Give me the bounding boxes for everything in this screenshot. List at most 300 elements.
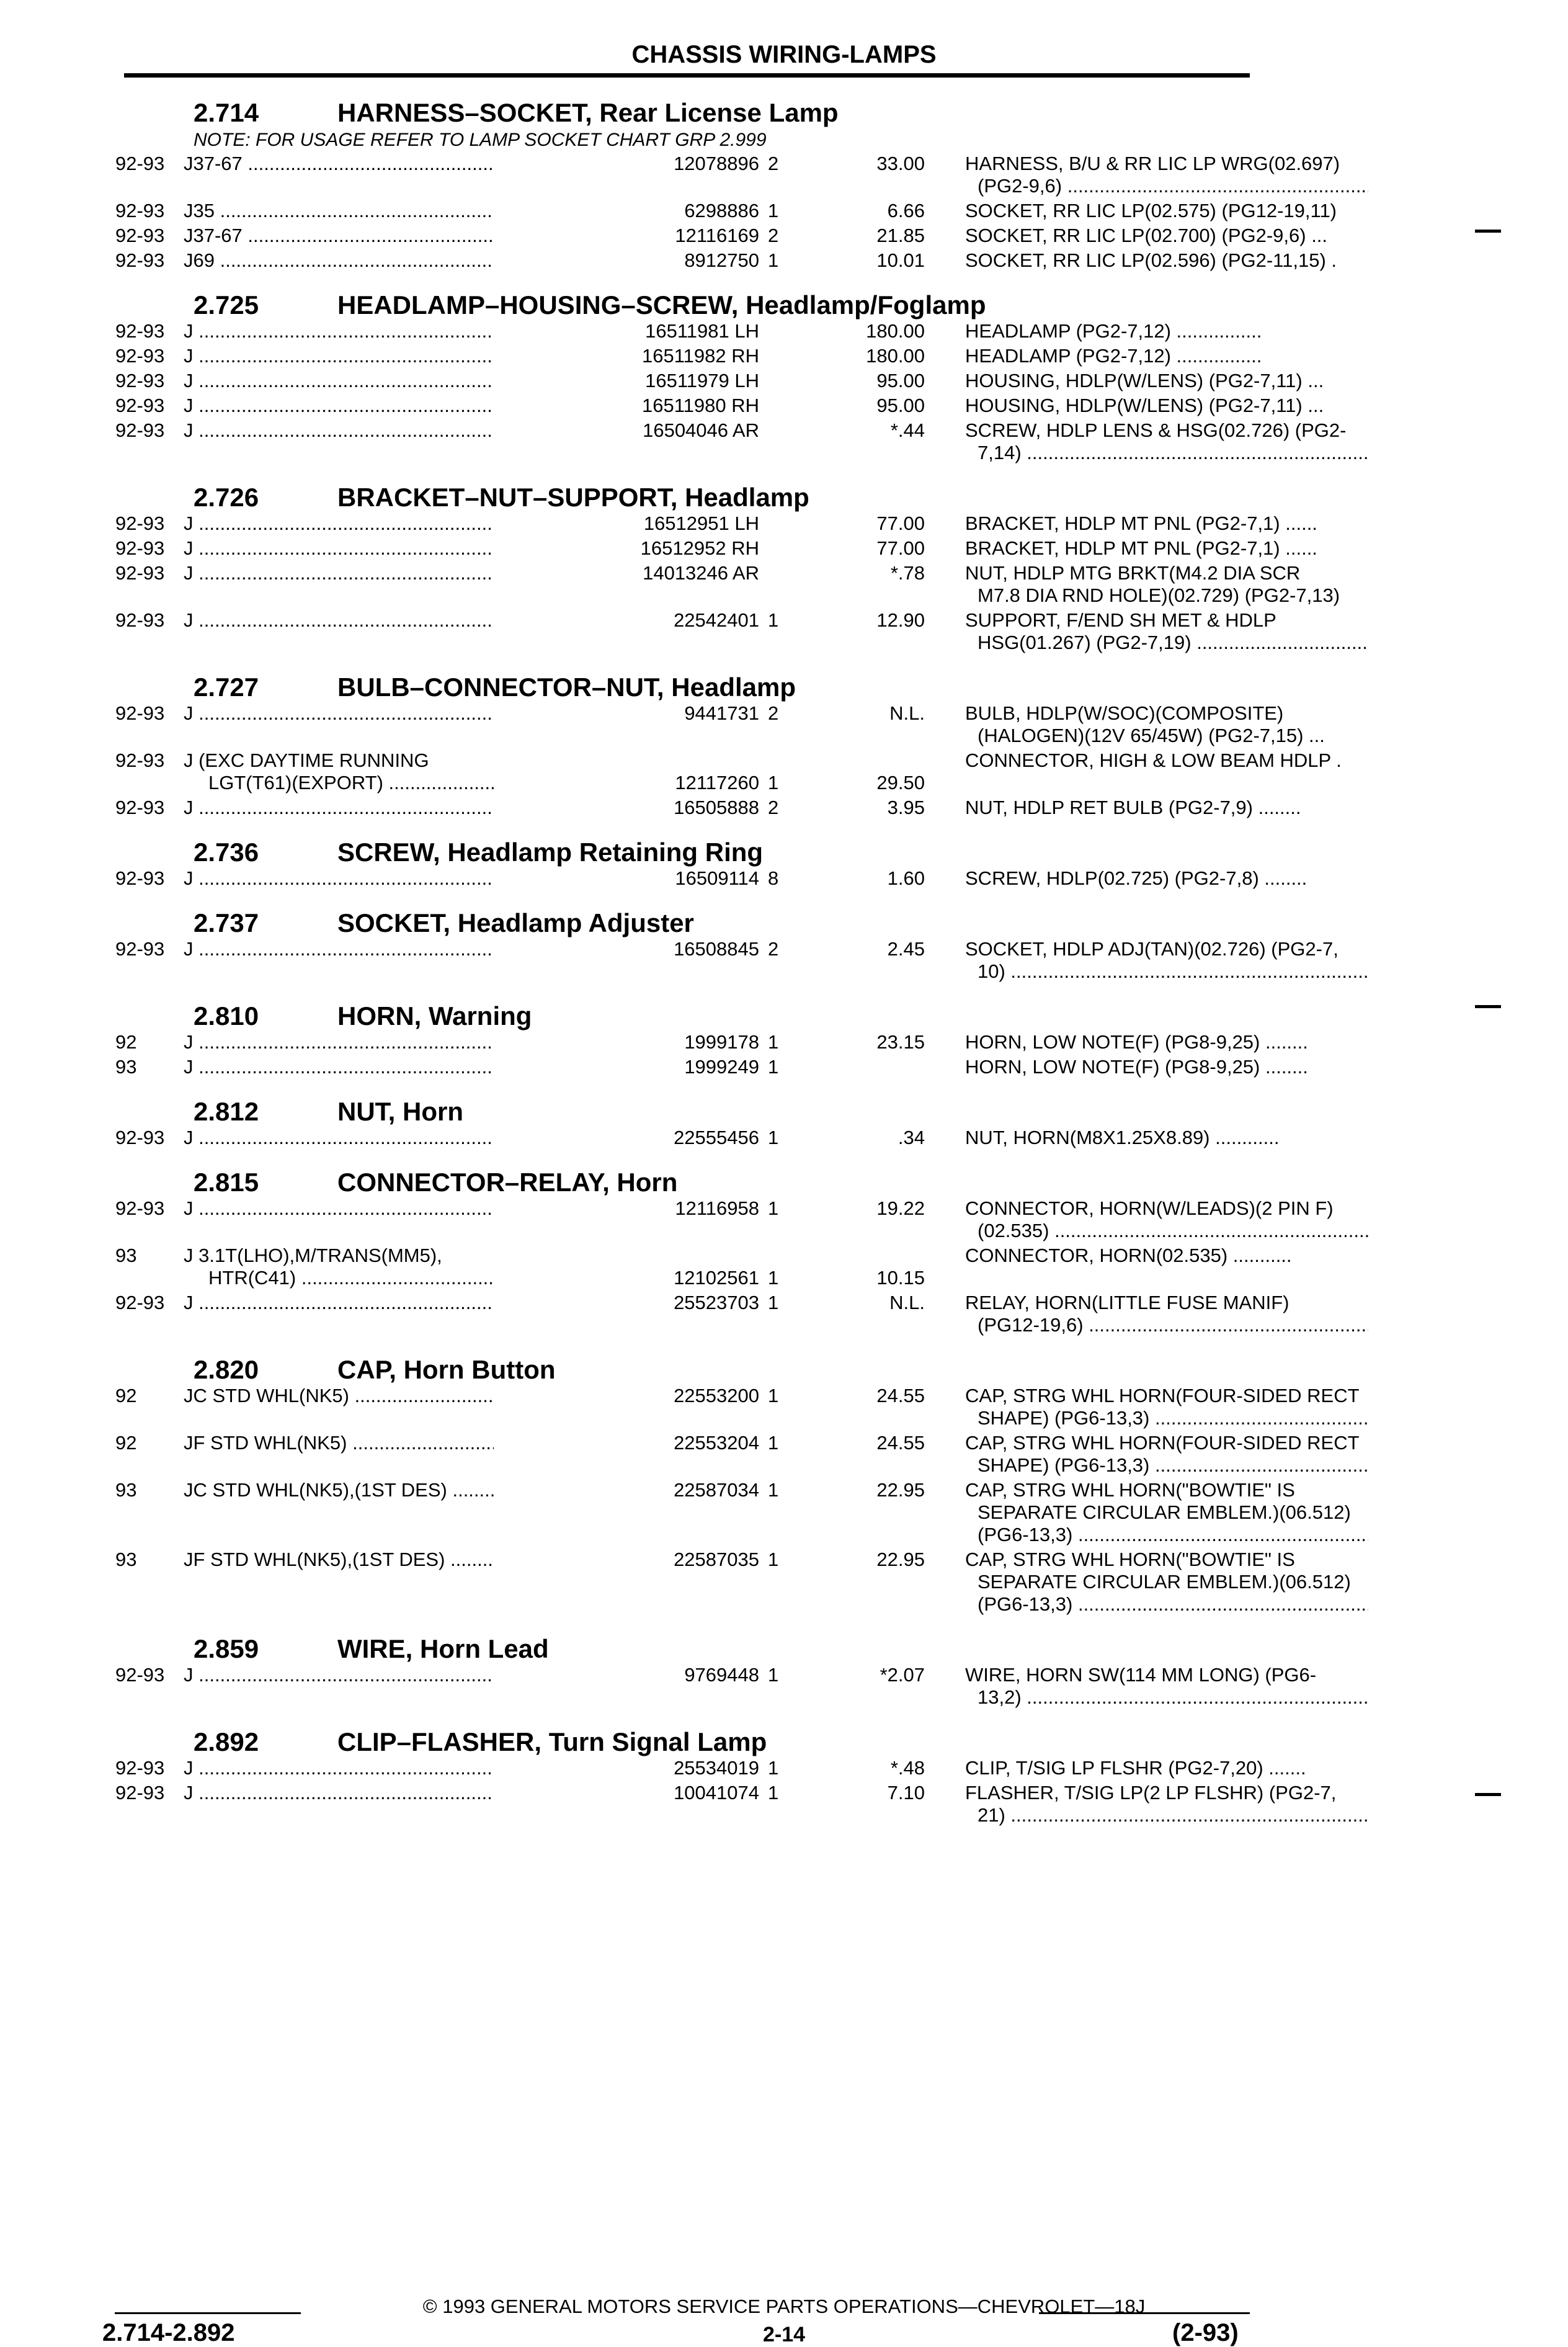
cell-part: 12117260: [494, 772, 759, 794]
cell-description: [965, 1031, 1368, 1053]
table-row: [115, 702, 1325, 749]
cell-qty: 1: [768, 609, 779, 631]
cell-price: 10.01: [876, 249, 925, 271]
cell-model: J35 .....: [184, 200, 624, 222]
description-line: HOUSING, HDLP(W/LENS) (PG2-7,11) ...: [965, 395, 1324, 416]
cell-part: 1999249: [494, 1056, 759, 1078]
section-number: 2.726: [194, 483, 259, 512]
cell-part: 16504046 AR: [494, 419, 759, 442]
section-4: [115, 830, 1307, 892]
cell-part: 16511979 LH: [494, 370, 759, 392]
cell-yr: 92-93: [115, 1664, 165, 1686]
section-title: CLIP–FLASHER, Turn Signal Lamp: [337, 1727, 767, 1756]
section-number: 2.810: [194, 1001, 259, 1030]
section-11: [115, 1720, 1337, 1829]
cell-model: J .....: [184, 562, 624, 584]
cell-yr: 92-93: [115, 797, 165, 818]
cell-description: [965, 1479, 1368, 1546]
section-9: [115, 1348, 1360, 1618]
section-5: [115, 901, 1339, 985]
description-line: (PG2-9,6) .....: [965, 175, 1368, 197]
cell-qty: 1: [768, 1292, 779, 1313]
cell-yr: 92-93: [115, 562, 165, 584]
cell-yr: 92-93: [115, 938, 165, 960]
description-line: SEPARATE CIRCULAR EMBLEM.)(06.512): [978, 1501, 1351, 1523]
cell-part: 16511981 LH: [494, 320, 759, 342]
table-row: [115, 1197, 1334, 1245]
cell-model: J .....: [184, 609, 624, 632]
section-number: 2.859: [194, 1634, 259, 1663]
cell-description: [965, 749, 1368, 772]
description-line: SUPPORT, F/END SH MET & HDLP: [965, 609, 1276, 631]
cell-qty: 1: [768, 772, 779, 794]
description-line: BRACKET, HDLP MT PNL (PG2-7,1) ......: [965, 537, 1317, 559]
cell-yr: 93: [115, 1056, 137, 1078]
section-title: BRACKET–NUT–SUPPORT, Headlamp: [337, 483, 809, 512]
description-line: (PG6-13,3) .....: [965, 1593, 1368, 1616]
margin-mark: [1475, 1793, 1501, 1796]
cell-model: JC STD WHL(NK5),(1ST DES) .....: [184, 1479, 624, 1501]
cell-qty: 1: [768, 1664, 779, 1686]
cell-price: 12.90: [876, 609, 925, 631]
cell-price: 29.50: [876, 772, 925, 794]
cell-qty: 2: [768, 153, 779, 174]
cell-model: J .....: [184, 797, 624, 819]
description-line: CONNECTOR, HORN(W/LEADS)(2 PIN F): [965, 1197, 1334, 1219]
table-row: [115, 1549, 1351, 1618]
section-heading: [115, 1348, 1260, 1385]
cell-model: J .....: [184, 1757, 624, 1779]
cell-yr: 92-93: [115, 419, 165, 441]
table-row: [115, 562, 1340, 609]
description-line: HSG(01.267) (PG2-7,19) .....: [965, 632, 1368, 654]
cell-yr: 92-93: [115, 345, 165, 367]
section-heading: [115, 665, 1260, 702]
cell-price: 22.95: [876, 1549, 925, 1570]
cell-yr: 92-93: [115, 609, 165, 631]
margin-mark: [1475, 1005, 1501, 1008]
cell-price: 77.00: [876, 512, 925, 534]
description-line: HORN, LOW NOTE(F) (PG8-9,25) ........: [965, 1056, 1308, 1078]
table-row: [115, 609, 1276, 656]
cell-description: [965, 419, 1368, 464]
cell-price: N.L.: [889, 702, 925, 724]
cell-price: 19.22: [876, 1197, 925, 1219]
description-line: BULB, HDLP(W/SOC)(COMPOSITE): [965, 702, 1284, 724]
cell-description: [965, 1197, 1368, 1242]
description-line: RELAY, HORN(LITTLE FUSE MANIF): [965, 1292, 1290, 1313]
cell-description: [965, 395, 1368, 417]
cell-description: [965, 1385, 1368, 1429]
cell-part: 8912750: [494, 249, 759, 272]
cell-qty: 1: [768, 1432, 779, 1454]
cell-part: 1999178: [494, 1031, 759, 1053]
cell-yr: 92-93: [115, 320, 165, 342]
cell-model: J .....: [184, 867, 624, 890]
table-row: [115, 419, 1347, 467]
cell-qty: 2: [768, 225, 779, 246]
description-line: NUT, HDLP RET BULB (PG2-7,9) ........: [965, 797, 1301, 818]
cell-description: [965, 562, 1368, 607]
cell-price: 21.85: [876, 225, 925, 246]
cell-yr: 92-93: [115, 225, 165, 246]
cell-price: *.44: [890, 419, 925, 441]
description-line: SHAPE) (PG6-13,3) .....: [965, 1454, 1368, 1477]
cell-model: J .....: [184, 345, 624, 367]
cell-part: 9441731: [494, 702, 759, 725]
cell-description: [965, 1664, 1368, 1709]
cell-description: [965, 1757, 1368, 1779]
description-line: CLIP, T/SIG LP FLSHR (PG2-7,20) .......: [965, 1757, 1306, 1779]
description-line: SEPARATE CIRCULAR EMBLEM.)(06.512): [978, 1571, 1351, 1593]
cell-price: 6.66: [887, 200, 925, 221]
cell-part: 12102561: [494, 1267, 759, 1289]
cell-description: [965, 1056, 1368, 1078]
cell-description: [965, 938, 1368, 983]
cell-model: J .....: [184, 938, 624, 960]
table-row: [115, 395, 1324, 419]
section-number: 2.727: [194, 673, 259, 702]
description-line: (PG12-19,6) .....: [965, 1314, 1368, 1336]
cell-description: [965, 702, 1368, 747]
table-row: [115, 1757, 1306, 1782]
table-row: [115, 938, 1339, 985]
cell-description: [965, 1127, 1368, 1149]
cell-part: 9769448: [494, 1664, 759, 1686]
cell-qty: 1: [768, 1479, 779, 1501]
section-heading: [115, 1160, 1260, 1197]
cell-price: 3.95: [887, 797, 925, 818]
section-title: NUT, Horn: [337, 1097, 463, 1126]
cell-part: 16511980 RH: [494, 395, 759, 417]
cell-description: [965, 320, 1368, 342]
cell-part: 16512951 LH: [494, 512, 759, 535]
cell-price: 1.60: [887, 867, 925, 889]
description-line: SOCKET, RR LIC LP(02.700) (PG2-9,6) ...: [965, 225, 1328, 246]
cell-yr: 92-93: [115, 1292, 165, 1313]
cell-yr: 92-93: [115, 1197, 165, 1219]
cell-qty: 1: [768, 1549, 779, 1570]
footer-page-number: 2-14: [762, 2323, 806, 2346]
description-line: CAP, STRG WHL HORN("BOWTIE" IS: [965, 1549, 1295, 1570]
cell-yr: 92-93: [115, 249, 165, 271]
cell-model: J .....: [184, 512, 624, 535]
table-row: [115, 320, 1260, 345]
cell-yr: 92-93: [115, 702, 165, 724]
table-row: [115, 1432, 1360, 1479]
cell-price: 7.10: [887, 1782, 925, 1804]
cell-yr: 92-93: [115, 1127, 165, 1148]
section-title: SCREW, Headlamp Retaining Ring: [337, 838, 764, 867]
cell-qty: 1: [768, 1267, 779, 1289]
cell-yr: 93: [115, 1245, 137, 1266]
cell-model: J .....: [184, 419, 624, 442]
cell-yr: 92-93: [115, 512, 165, 534]
cell-price: 24.55: [876, 1385, 925, 1406]
cell-price: 22.95: [876, 1479, 925, 1501]
cell-yr: 92-93: [115, 153, 165, 174]
cell-price: 2.45: [887, 938, 925, 960]
section-number: 2.714: [194, 98, 259, 127]
section-number: 2.892: [194, 1727, 259, 1756]
cell-description: [965, 867, 1368, 890]
table-row: [115, 1056, 1308, 1081]
cell-yr: 93: [115, 1479, 137, 1501]
description-line: CAP, STRG WHL HORN(FOUR-SIDED RECT: [965, 1385, 1360, 1406]
description-line: SCREW, HDLP LENS & HSG(02.726) (PG2-: [965, 419, 1347, 441]
cell-qty: 1: [768, 1782, 779, 1804]
description-line: CAP, STRG WHL HORN(FOUR-SIDED RECT: [965, 1432, 1360, 1454]
cell-part: 12078896: [494, 153, 759, 175]
cell-price: 23.15: [876, 1031, 925, 1053]
table-row: [115, 1782, 1337, 1829]
section-number: 2.737: [194, 908, 259, 937]
section-heading: [115, 1627, 1260, 1664]
cell-description: [965, 1292, 1368, 1336]
description-line: CAP, STRG WHL HORN("BOWTIE" IS: [965, 1479, 1295, 1501]
cell-qty: 1: [768, 1385, 779, 1406]
cell-price: *.78: [890, 562, 925, 584]
cell-part: 22542401: [494, 609, 759, 632]
section-2: [115, 475, 1340, 656]
description-line: HOUSING, HDLP(W/LENS) (PG2-7,11) ...: [965, 370, 1324, 391]
cell-yr: 92-93: [115, 1757, 165, 1779]
cell-description: [965, 345, 1368, 367]
cell-part: 10041074: [494, 1782, 759, 1804]
description-line: SCREW, HDLP(02.725) (PG2-7,8) ........: [965, 867, 1307, 889]
table-row: [115, 1664, 1317, 1711]
cell-yr: 92-93: [115, 867, 165, 889]
margin-mark: [1475, 230, 1501, 233]
cell-model: J37-67 .....: [184, 153, 624, 175]
description-line: (PG6-13,3) .....: [965, 1524, 1368, 1546]
description-line: WIRE, HORN SW(114 MM LONG) (PG6-: [965, 1664, 1317, 1686]
cell-price: 77.00: [876, 537, 925, 559]
cell-model: J 3.1T(LHO),M/TRANS(MM5),: [184, 1245, 442, 1266]
section-number: 2.812: [194, 1097, 259, 1126]
parts-listing: [115, 82, 1360, 1829]
cell-qty: 1: [768, 1031, 779, 1053]
cell-part: 16505888: [494, 797, 759, 819]
table-row: [115, 345, 1260, 370]
description-line: NUT, HORN(M8X1.25X8.89) ............: [965, 1127, 1280, 1148]
section-7: [115, 1089, 1280, 1151]
section-0: [115, 91, 1340, 274]
table-row: [115, 249, 1337, 274]
cell-part: 16512952 RH: [494, 537, 759, 560]
cell-model: J .....: [184, 1056, 624, 1078]
cell-model: J .....: [184, 537, 624, 560]
section-title: HORN, Warning: [337, 1001, 532, 1030]
cell-yr: 92: [115, 1432, 137, 1454]
cell-qty: 1: [768, 1127, 779, 1148]
cell-part: 22553204: [494, 1432, 759, 1454]
table-row: [115, 1031, 1308, 1056]
section-number: 2.736: [194, 838, 259, 867]
section-1: [115, 283, 1347, 467]
section-title: WIRE, Horn Lead: [337, 1634, 549, 1663]
description-line: HEADLAMP (PG2-7,12) ................: [965, 345, 1262, 367]
table-row: [115, 370, 1324, 395]
table-row: [115, 200, 1337, 225]
cell-yr: 93: [115, 1549, 137, 1570]
cell-model: J .....: [184, 1197, 624, 1220]
cell-qty: 1: [768, 249, 779, 271]
cell-model: J .....: [184, 1292, 624, 1314]
cell-model: LGT(T61)(EXPORT) .....: [208, 772, 649, 794]
description-line: (HALOGEN)(12V 65/45W) (PG2-7,15) ...: [978, 725, 1325, 746]
cell-part: 22587034: [494, 1479, 759, 1501]
header-rule: [124, 73, 1250, 78]
table-row: [115, 1292, 1290, 1339]
section-3: [115, 665, 1342, 821]
cell-yr: 92-93: [115, 1782, 165, 1804]
footer-date: (2-93): [1172, 2319, 1239, 2346]
cell-model: J .....: [184, 395, 624, 417]
cell-description: [965, 1432, 1368, 1477]
cell-model: JC STD WHL(NK5) .....: [184, 1385, 624, 1407]
table-row: [115, 797, 1301, 821]
description-line: M7.8 DIA RND HOLE)(02.729) (PG2-7,13): [978, 584, 1340, 606]
cell-description: [965, 1782, 1368, 1826]
cell-description: [965, 225, 1368, 247]
cell-model: HTR(C41) .....: [208, 1267, 649, 1289]
cell-qty: 2: [768, 702, 779, 724]
cell-qty: 1: [768, 1056, 779, 1078]
page-title: CHASSIS WIRING-LAMPS: [631, 41, 937, 68]
cell-model: J .....: [184, 1127, 624, 1149]
cell-qty: 2: [768, 938, 779, 960]
cell-price: *2.07: [880, 1664, 925, 1686]
cell-model: J .....: [184, 1664, 624, 1686]
cell-part: 16509114: [494, 867, 759, 890]
cell-description: [965, 200, 1368, 222]
table-row: [115, 1127, 1280, 1151]
section-heading: [115, 1089, 1260, 1127]
section-number: 2.725: [194, 290, 259, 320]
section-title: HEADLAMP–HOUSING–SCREW, Headlamp/Foglamp: [337, 290, 986, 320]
description-line: SOCKET, RR LIC LP(02.575) (PG12-19,11): [965, 200, 1337, 221]
cell-part: 22553200: [494, 1385, 759, 1407]
description-line: FLASHER, T/SIG LP(2 LP FLSHR) (PG2-7,: [965, 1782, 1337, 1804]
section-title: BULB–CONNECTOR–NUT, Headlamp: [337, 673, 796, 702]
cell-part: 16511982 RH: [494, 345, 759, 367]
table-row: [115, 537, 1317, 562]
description-line: BRACKET, HDLP MT PNL (PG2-7,1) ......: [965, 512, 1317, 534]
cell-qty: 8: [768, 867, 779, 889]
table-row: [115, 512, 1317, 537]
description-line: HORN, LOW NOTE(F) (PG8-9,25) ........: [965, 1031, 1308, 1053]
cell-description: [965, 370, 1368, 392]
table-row: [115, 867, 1307, 892]
footer-range: 2.714-2.892: [102, 2319, 235, 2346]
description-line: 21) .....: [965, 1804, 1368, 1826]
cell-model: J .....: [184, 370, 624, 392]
section-6: [115, 994, 1308, 1081]
table-row: [115, 1385, 1360, 1432]
cell-part: 6298886: [494, 200, 759, 222]
cell-model: J .....: [184, 1031, 624, 1053]
cell-model: JF STD WHL(NK5),(1ST DES) .....: [184, 1549, 624, 1571]
section-heading: [115, 475, 1260, 512]
cell-description: [965, 537, 1368, 560]
section-title: CONNECTOR–RELAY, Horn: [337, 1168, 678, 1197]
table-row: [115, 749, 1342, 797]
description-line: HEADLAMP (PG2-7,12) ................: [965, 320, 1262, 342]
cell-model: J .....: [184, 702, 624, 725]
cell-part: 12116169: [494, 225, 759, 247]
cell-part: 16508845: [494, 938, 759, 960]
cell-qty: 2: [768, 797, 779, 818]
cell-yr: 92-93: [115, 537, 165, 559]
cell-price: 180.00: [866, 320, 925, 342]
cell-qty: 1: [768, 1197, 779, 1219]
cell-yr: 92-93: [115, 200, 165, 221]
cell-description: [965, 797, 1368, 819]
section-heading: [115, 91, 1260, 128]
description-line: NUT, HDLP MTG BRKT(M4.2 DIA SCR: [965, 562, 1301, 584]
cell-part: 12116958: [494, 1197, 759, 1220]
cell-description: [965, 249, 1368, 272]
section-number: 2.815: [194, 1168, 259, 1197]
cell-price: N.L.: [889, 1292, 925, 1313]
cell-description: [965, 512, 1368, 535]
cell-yr: 92: [115, 1385, 137, 1406]
cell-model: JF STD WHL(NK5) .....: [184, 1432, 624, 1454]
table-row: [115, 153, 1340, 200]
description-line: SOCKET, RR LIC LP(02.596) (PG2-11,15) .: [965, 249, 1337, 271]
section-heading: [115, 1720, 1260, 1757]
cell-model: J (EXC DAYTIME RUNNING: [184, 749, 429, 771]
table-row: [115, 1245, 1292, 1292]
cell-model: J .....: [184, 1782, 624, 1804]
description-line: HARNESS, B/U & RR LIC LP WRG(02.697): [965, 153, 1340, 174]
section-title: HARNESS–SOCKET, Rear License Lamp: [337, 98, 839, 127]
description-line: CONNECTOR, HORN(02.535) ...........: [965, 1245, 1292, 1266]
section-title: CAP, Horn Button: [337, 1355, 556, 1384]
cell-yr: 92-93: [115, 370, 165, 391]
cell-price: *.48: [890, 1757, 925, 1779]
description-line: 10) .....: [965, 960, 1368, 983]
description-line: SOCKET, HDLP ADJ(TAN)(02.726) (PG2-7,: [965, 938, 1339, 960]
cell-qty: 1: [768, 200, 779, 221]
cell-part: 22587035: [494, 1549, 759, 1571]
description-line: 7,14) .....: [965, 442, 1368, 464]
cell-price: .34: [898, 1127, 925, 1148]
cell-price: 24.55: [876, 1432, 925, 1454]
cell-part: 22555456: [494, 1127, 759, 1149]
section-note: NOTE: FOR USAGE REFER TO LAMP SOCKET CHART GRP 2.999: [194, 130, 767, 150]
cell-description: [965, 1245, 1368, 1267]
cell-yr: 92-93: [115, 749, 165, 771]
section-number: 2.820: [194, 1355, 259, 1384]
description-line: (02.535) .....: [965, 1220, 1368, 1242]
cell-yr: 92-93: [115, 395, 165, 416]
description-line: CONNECTOR, HIGH & LOW BEAM HDLP .: [965, 749, 1342, 771]
footer-copyright: © 1993 GENERAL MOTORS SERVICE PARTS OPERATIONS—CHEVROLET—18J: [422, 2296, 1146, 2317]
section-heading: [115, 283, 1260, 320]
cell-part: 25534019: [494, 1757, 759, 1779]
section-heading: [115, 830, 1260, 867]
cell-part: 14013246 AR: [494, 562, 759, 584]
cell-model: J37-67 .....: [184, 225, 624, 247]
cell-price: 95.00: [876, 395, 925, 416]
cell-price: 10.15: [876, 1267, 925, 1289]
section-heading: [115, 901, 1260, 938]
cell-description: [965, 153, 1368, 197]
cell-price: 95.00: [876, 370, 925, 391]
cell-price: 180.00: [866, 345, 925, 367]
